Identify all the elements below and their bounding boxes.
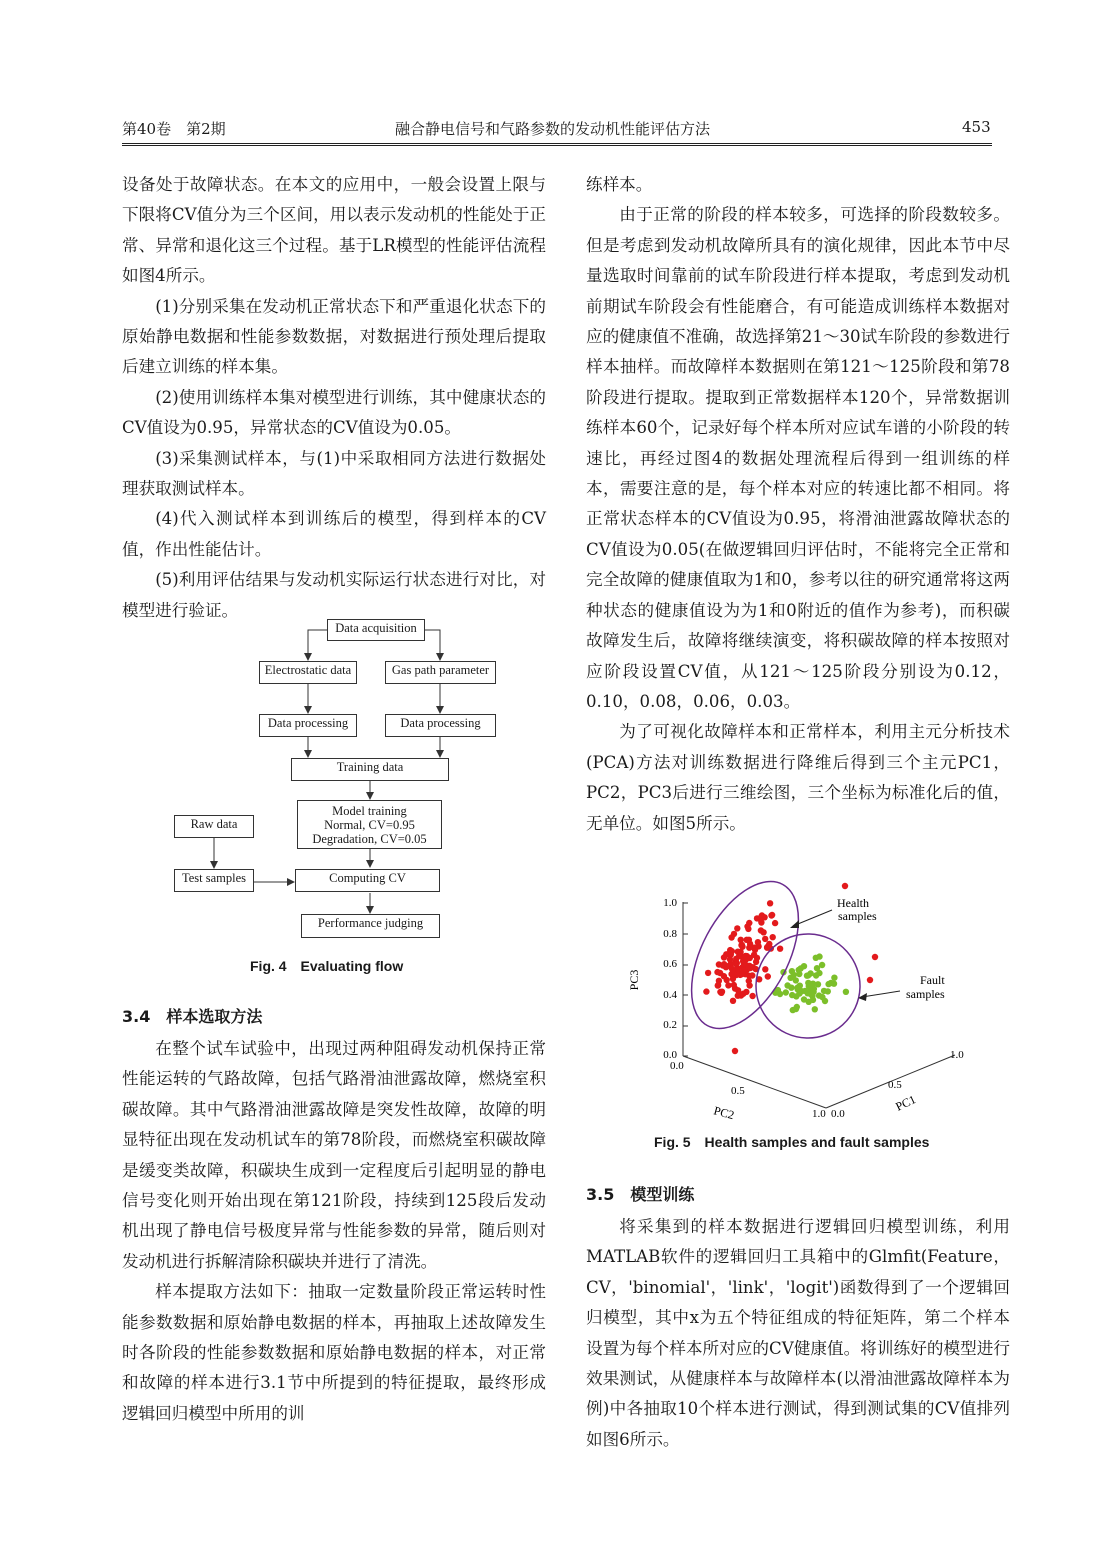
page-number: 453: [962, 118, 991, 136]
electrostatic-data-box: Electrostatic data: [259, 661, 357, 684]
pc1-tick-label: 1.0: [950, 1049, 964, 1061]
scatter-plot: [600, 880, 1000, 1130]
paragraph: 练样本。: [586, 175, 653, 194]
fault-sample-point: [788, 985, 794, 991]
model-training-line: Model training: [332, 804, 407, 818]
health-sample-point: [765, 973, 771, 979]
journal-volume: 第40卷 第2期: [122, 120, 226, 138]
health-outlier-point: [872, 954, 878, 960]
step-item: (2)使用训练样本集对模型进行训练，其中健康状态的CV值设为0.95，异常状态的CV值设为0.05。: [122, 387, 546, 438]
health-sample-point: [761, 914, 767, 920]
right-column-bottom: [586, 1178, 1010, 1455]
fault-sample-point: [822, 998, 828, 1004]
training-data-box: Training data: [291, 758, 449, 781]
test-samples-box: Test samples: [174, 869, 254, 892]
health-sample-point: [729, 948, 735, 954]
paragraph: 由于正常的阶段的样本较多，可选择的阶段数较多。但是考虑到发动机故障所具有的演化规律，因此本节中尽量选取时间靠前的试车阶段进行样本提取，考虑到发动机前期试车阶段会有性能磨合，有可能造成训练样本数据对应的健康值不准确，故选择第21～30试车阶段的参数进行样本抽样。而故障样本数据则在第121～125阶段和第78阶段进行提取。提取到正常数据样本120个，异常数据训练样本60个，记录好每个样本所对应试车谱的小阶段的转速比，再经过图4的数据处理流程后得到一组训练的样本，需要注意的是，每个样本对应的转速比都不相同。将正常状态样本的CV值设为0.95，将滑油泄露故障状态的CV值设为0.05(在做逻辑回归评估时，不能将完全正常和完全故障的健康值取为1和0，参考以往的研究通常将这两种状态的健康值设为为1和0附近的值作为参考)，而积碳故障发生后，故障将继续演变，将积碳故障的样本按照对应阶段设置CV值，从121～125阶段分别设为0.12，0.10，0.08，0.06，0.03。: [586, 205, 1010, 711]
fault-sample-point: [843, 989, 849, 995]
pc2-tick-label: 0.5: [731, 1085, 745, 1097]
fault-sample-point: [789, 968, 795, 974]
health-sample-point: [738, 937, 744, 943]
fault-sample-point: [793, 977, 799, 983]
health-label-1: Health: [837, 896, 869, 910]
model-normal-line: Normal, CV=0.95: [324, 818, 415, 832]
health-sample-point: [752, 945, 758, 951]
pc3-axis-label: PC3: [627, 969, 641, 991]
model-training-box: [297, 800, 442, 849]
health-sample-point: [737, 949, 743, 955]
pc1-axis-label: PC1: [893, 1092, 919, 1114]
health-sample-point: [743, 989, 749, 995]
health-sample-point: [753, 959, 759, 965]
health-sample-point: [730, 998, 736, 1004]
model-degradation-line: Degradation, CV=0.05: [312, 832, 427, 846]
pc2-axis: [683, 1056, 826, 1108]
fault-sample-point: [795, 986, 801, 992]
performance-judging-box: Performance judging: [301, 914, 440, 938]
fault-sample-point: [825, 981, 831, 987]
gas-path-parameter-box: Gas path parameter: [385, 661, 496, 684]
health-sample-point: [717, 970, 723, 976]
health-sample-point: [703, 988, 709, 994]
fault-sample-point: [790, 1007, 796, 1013]
step-item: (1)分别采集在发动机正常状态下和严重退化状态下的原始静电数据和性能参数数据，对数据进行预处理后提取后建立训练的样本集。: [122, 296, 546, 377]
health-sample-point: [770, 934, 776, 940]
health-sample-point: [734, 925, 740, 931]
step-item: (3)采集测试样本，与(1)中采取相同方法进行数据处理获取测试样本。: [122, 448, 546, 499]
fault-label-1: Fault: [920, 973, 945, 987]
health-sample-point: [768, 912, 774, 918]
health-sample-point: [764, 944, 770, 950]
health-arrowhead: [790, 920, 799, 928]
fault-sample-point: [783, 989, 789, 995]
paragraph: 设备处于故障状态。在本文的应用中，一般会设置上限与下限将CV值分为三个区间，用以表示发动机的性能处于正常、异常和退化这三个过程。基于LR模型的性能评估流程如图4所示。: [122, 175, 546, 286]
fault-sample-point: [789, 992, 795, 998]
health-sample-point: [758, 927, 764, 933]
pc3-tick-label: 0.2: [663, 1019, 677, 1031]
fault-arrow: [862, 991, 900, 997]
health-outlier-point: [867, 977, 873, 983]
running-title: 融合静电信号和气路参数的发动机性能评估方法: [395, 120, 711, 138]
health-sample-point: [767, 900, 773, 906]
fault-sample-point: [825, 988, 831, 994]
health-sample-point: [772, 920, 778, 926]
pc2-tick-label: 1.0: [812, 1108, 826, 1120]
pc3-tick-label: 0.6: [663, 958, 677, 970]
raw-data-box: Raw data: [174, 815, 254, 838]
pc3-tick-label: 0.8: [663, 928, 677, 940]
fault-sample-point: [815, 981, 821, 987]
fault-sample-point: [831, 975, 837, 981]
health-sample-point: [747, 955, 753, 961]
health-outlier-point: [732, 1048, 738, 1054]
health-sample-point: [746, 973, 752, 979]
health-sample-point: [738, 942, 744, 948]
health-sample-point: [746, 982, 752, 988]
data-acquisition-box: Data acquisition: [327, 619, 425, 641]
health-outlier-point: [842, 883, 848, 889]
health-sample-point: [746, 920, 752, 926]
pc2-axis-label: PC2: [712, 1103, 736, 1123]
health-sample-point: [749, 993, 755, 999]
figure-5-caption: Fig. 5 Health samples and fault samples: [654, 1134, 930, 1150]
fault-sample-point: [801, 963, 807, 969]
fault-sample-point: [810, 989, 816, 995]
data-processing-box-1: Data processing: [259, 714, 357, 737]
health-sample-point: [730, 976, 736, 982]
health-sample-point: [721, 954, 727, 960]
health-sample-point: [733, 956, 739, 962]
health-sample-point: [762, 966, 768, 972]
computing-cv-box: Computing CV: [295, 869, 440, 892]
fault-label-2: samples: [906, 987, 945, 1001]
fault-sample-point: [814, 965, 820, 971]
health-sample-point: [719, 989, 725, 995]
health-sample-point: [777, 946, 783, 952]
step-item: (5)利用评估结果与发动机实际运行状态进行对比，对模型进行验证。: [122, 570, 546, 620]
left-column-bottom: [122, 1000, 546, 1429]
paragraph: 将采集到的样本数据进行逻辑回归模型训练，利用MATLAB软件的逻辑回归工具箱中的Glmfit(Feature，CV，'binomial'，'link'，'logit')函数得到了一个逻辑回归模型，其中x为五个特征组成的特征矩阵，第二个样本设置为每个样本所对应的CV健康值。将训练好的模型进行效果测试，从健康样本与故障样本(以滑油泄露故障样本为例)中各抽取10个样本进行测试，得到测试集的CV值排列如图6所示。: [586, 1217, 1010, 1449]
figure-4-caption: Fig. 4 Evaluating flow: [250, 958, 404, 974]
right-column-top: [586, 170, 1010, 839]
pc1-tick-label: 0.5: [888, 1079, 902, 1091]
paragraph: 为了可视化故障样本和正常样本，利用主元分析技术(PCA)方法对训练数据进行降维后得到三个主元PC1，PC2，PC3后进行三维绘图，三个坐标为标准化后的值，无单位。如图5所示。: [586, 722, 1010, 833]
pc3-tick-label: 1.0: [663, 897, 677, 909]
figure-4-flowchart: [0, 0, 560, 980]
paragraph: 在整个试车试验中，出现过两种阻碍发动机保持正常性能运转的气路故障，包括气路滑油泄露故障，燃烧室积碳故障。其中气路滑油泄露故障是突发性故障，故障的明显特征出现在发动机试车的第78阶段，而燃烧室积碳故障是缓变类故障，积碳块生成到一定程度后引起明显的静电信号变化则开始出现在第121阶段，持续到125段后发动机出现了静电信号极度异常与性能参数的异常，随后则对发动机进行拆解清除积碳块并进行了清洗。: [122, 1039, 546, 1271]
fault-sample-point: [796, 967, 802, 973]
health-sample-point: [731, 982, 737, 988]
health-sample-point: [731, 931, 737, 937]
section-heading-3-5: 3.5 模型训练: [586, 1185, 695, 1204]
flow-arrows: [0, 0, 560, 980]
health-sample-point: [705, 970, 711, 976]
health-sample-point: [755, 939, 761, 945]
health-label-2: samples: [838, 909, 877, 923]
section-heading-3-4: 3.4 样本选取方法: [122, 1007, 263, 1026]
health-sample-point: [724, 977, 730, 983]
pc1-tick-label: 0.0: [831, 1108, 845, 1120]
health-sample-point: [746, 937, 752, 943]
health-sample-point: [729, 966, 735, 972]
pc3-tick-label: 0.0: [663, 1049, 677, 1061]
step-item: (4)代入测试样本到训练后的模型，得到样本的CV值，作出性能估计。: [122, 509, 546, 559]
fault-sample-point: [813, 955, 819, 961]
health-sample-point: [739, 971, 745, 977]
health-sample-point: [747, 965, 753, 971]
health-sample-point: [721, 961, 727, 967]
paragraph: 样本提取方法如下：抽取一定数量阶段正常运转时性能参数数据和原始静电数据的样本，再抽取上述故障发生时各阶段的性能参数数据和原始静电数据的样本，对正常和故障的样本进行3.1节中所提到的特征提取，最终形成逻辑回归模型中所用的训: [122, 1282, 546, 1423]
pc2-tick-label: 0.0: [670, 1060, 684, 1072]
health-sample-point: [741, 960, 747, 966]
fault-sample-point: [812, 1006, 818, 1012]
fault-sample-point: [807, 970, 813, 976]
figure-5-scatter: [600, 880, 1000, 1130]
fault-sample-point: [808, 982, 814, 988]
health-sample-point: [745, 926, 751, 932]
health-sample-point: [762, 936, 768, 942]
pc3-tick-label: 0.4: [663, 989, 677, 1001]
fault-sample-point: [806, 999, 812, 1005]
data-processing-box-2: Data processing: [385, 714, 496, 737]
health-sample-point: [716, 978, 722, 984]
